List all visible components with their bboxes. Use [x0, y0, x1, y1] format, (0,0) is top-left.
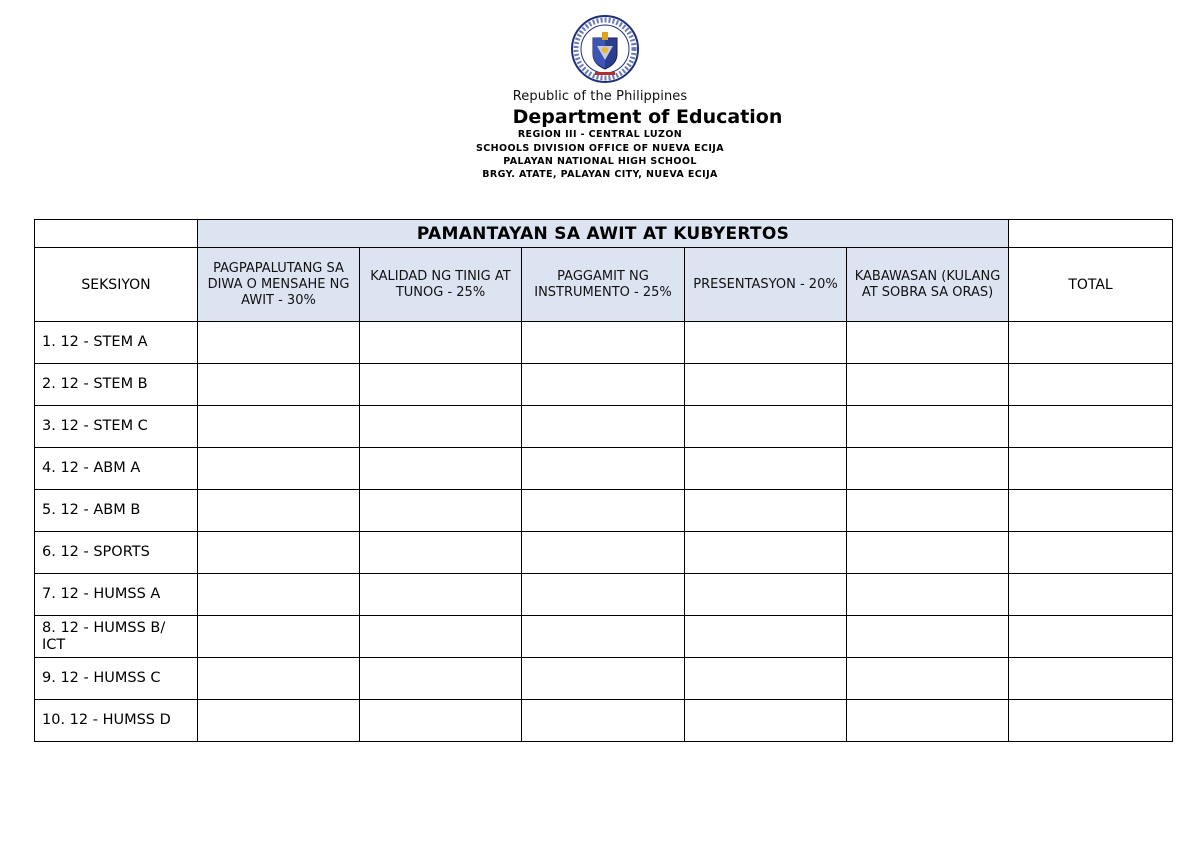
score-cell[interactable] [198, 322, 360, 364]
table-header-row [35, 248, 1173, 322]
republic-label: Republic of the Philippines [512, 89, 688, 104]
score-cell[interactable] [360, 448, 522, 490]
score-cell[interactable] [847, 616, 1009, 658]
deped-seal [569, 14, 641, 84]
score-cell[interactable] [360, 700, 522, 742]
score-cell[interactable] [198, 574, 360, 616]
total-score-cell[interactable] [1009, 658, 1173, 700]
score-cell[interactable] [522, 616, 685, 658]
score-cell[interactable] [360, 532, 522, 574]
table-row [35, 532, 1173, 574]
table-row [35, 406, 1173, 448]
total-score-cell[interactable] [1009, 574, 1173, 616]
score-cell[interactable] [198, 658, 360, 700]
section-name-cell: 6. 12 - SPORTS [35, 532, 198, 574]
section-name-cell: 7. 12 - HUMSS A [35, 574, 198, 616]
score-cell[interactable] [685, 406, 847, 448]
score-cell[interactable] [198, 616, 360, 658]
total-score-cell[interactable] [1009, 448, 1173, 490]
table-title: PAMANTAYAN SA AWIT AT KUBYERTOS [198, 220, 1009, 248]
score-cell[interactable] [360, 658, 522, 700]
school-label: PALAYAN NATIONAL HIGH SCHOOL [503, 156, 697, 167]
total-score-cell[interactable] [1009, 490, 1173, 532]
score-cell[interactable] [685, 532, 847, 574]
criterion-header: KABAWASAN (KULANG AT SOBRA SA ORAS) [847, 248, 1009, 322]
score-cell[interactable] [685, 700, 847, 742]
score-cell[interactable] [522, 406, 685, 448]
table-row [35, 658, 1173, 700]
region-label: REGION III - CENTRAL LUZON [517, 129, 683, 140]
table-row [35, 700, 1173, 742]
score-cell[interactable] [685, 448, 847, 490]
blank-cell [35, 220, 198, 248]
total-score-cell[interactable] [1009, 322, 1173, 364]
score-cell[interactable] [847, 574, 1009, 616]
table-row [35, 490, 1173, 532]
section-name-cell: 5. 12 - ABM B [35, 490, 198, 532]
criterion-header: KALIDAD NG TINIG AT TUNOG - 25% [360, 248, 522, 322]
score-cell[interactable] [360, 364, 522, 406]
score-cell[interactable] [522, 448, 685, 490]
score-cell[interactable] [522, 364, 685, 406]
score-cell[interactable] [847, 700, 1009, 742]
total-score-cell[interactable] [1009, 364, 1173, 406]
score-cell[interactable] [522, 700, 685, 742]
score-cell[interactable] [198, 490, 360, 532]
score-cell[interactable] [522, 658, 685, 700]
section-name-cell: 9. 12 - HUMSS C [35, 658, 198, 700]
score-cell[interactable] [198, 700, 360, 742]
criterion-header: PAGPAPALUTANG SA DIWA O MENSAHE NG AWIT - 30% [198, 248, 360, 322]
section-name-cell: 8. 12 - HUMSS B/ ICT [35, 616, 198, 658]
score-cell[interactable] [198, 364, 360, 406]
score-cell[interactable] [360, 322, 522, 364]
score-cell[interactable] [360, 490, 522, 532]
score-cell[interactable] [685, 574, 847, 616]
score-cell[interactable] [685, 658, 847, 700]
score-cell[interactable] [685, 616, 847, 658]
score-cell[interactable] [522, 532, 685, 574]
score-cell[interactable] [847, 658, 1009, 700]
section-name-cell: 2. 12 - STEM B [35, 364, 198, 406]
score-cell[interactable] [847, 532, 1009, 574]
blank-cell [1009, 220, 1173, 248]
table-title-row [35, 220, 1173, 248]
table-row [35, 574, 1173, 616]
address-label: BRGY. ATATE, PALAYAN CITY, NUEVA ECIJA [482, 169, 718, 180]
table-row [35, 322, 1173, 364]
seal-text [569, 14, 641, 84]
score-cell[interactable] [360, 406, 522, 448]
score-cell[interactable] [360, 616, 522, 658]
score-cell[interactable] [847, 448, 1009, 490]
criterion-header: PAGGAMIT NG INSTRUMENTO - 25% [522, 248, 685, 322]
table-row [35, 448, 1173, 490]
score-cell[interactable] [847, 490, 1009, 532]
total-score-cell[interactable] [1009, 616, 1173, 658]
section-name-cell: 10. 12 - HUMSS D [35, 700, 198, 742]
table-row [35, 364, 1173, 406]
total-score-cell[interactable] [1009, 700, 1173, 742]
total-column-header: TOTAL [1009, 248, 1173, 322]
score-cell[interactable] [847, 406, 1009, 448]
department-title: Department of Education [512, 106, 783, 128]
score-cell[interactable] [522, 322, 685, 364]
score-cell[interactable] [685, 490, 847, 532]
score-cell[interactable] [198, 406, 360, 448]
score-cell[interactable] [360, 574, 522, 616]
score-cell[interactable] [198, 448, 360, 490]
score-cell[interactable] [198, 532, 360, 574]
rubric-table [34, 219, 1173, 742]
score-cell[interactable] [522, 574, 685, 616]
score-cell[interactable] [847, 322, 1009, 364]
section-name-cell: 3. 12 - STEM C [35, 406, 198, 448]
table-body [35, 322, 1173, 742]
total-score-cell[interactable] [1009, 532, 1173, 574]
table-row [35, 616, 1173, 658]
score-cell[interactable] [522, 490, 685, 532]
division-label: SCHOOLS DIVISION OFFICE OF NUEVA ECIJA [476, 143, 724, 154]
criterion-header: PRESENTASYON - 20% [685, 248, 847, 322]
section-column-header: SEKSIYON [35, 248, 198, 322]
section-name-cell: 4. 12 - ABM A [35, 448, 198, 490]
score-cell[interactable] [685, 322, 847, 364]
score-cell[interactable] [685, 364, 847, 406]
total-score-cell[interactable] [1009, 406, 1173, 448]
section-name-cell: 1. 12 - STEM A [35, 322, 198, 364]
score-cell[interactable] [847, 364, 1009, 406]
